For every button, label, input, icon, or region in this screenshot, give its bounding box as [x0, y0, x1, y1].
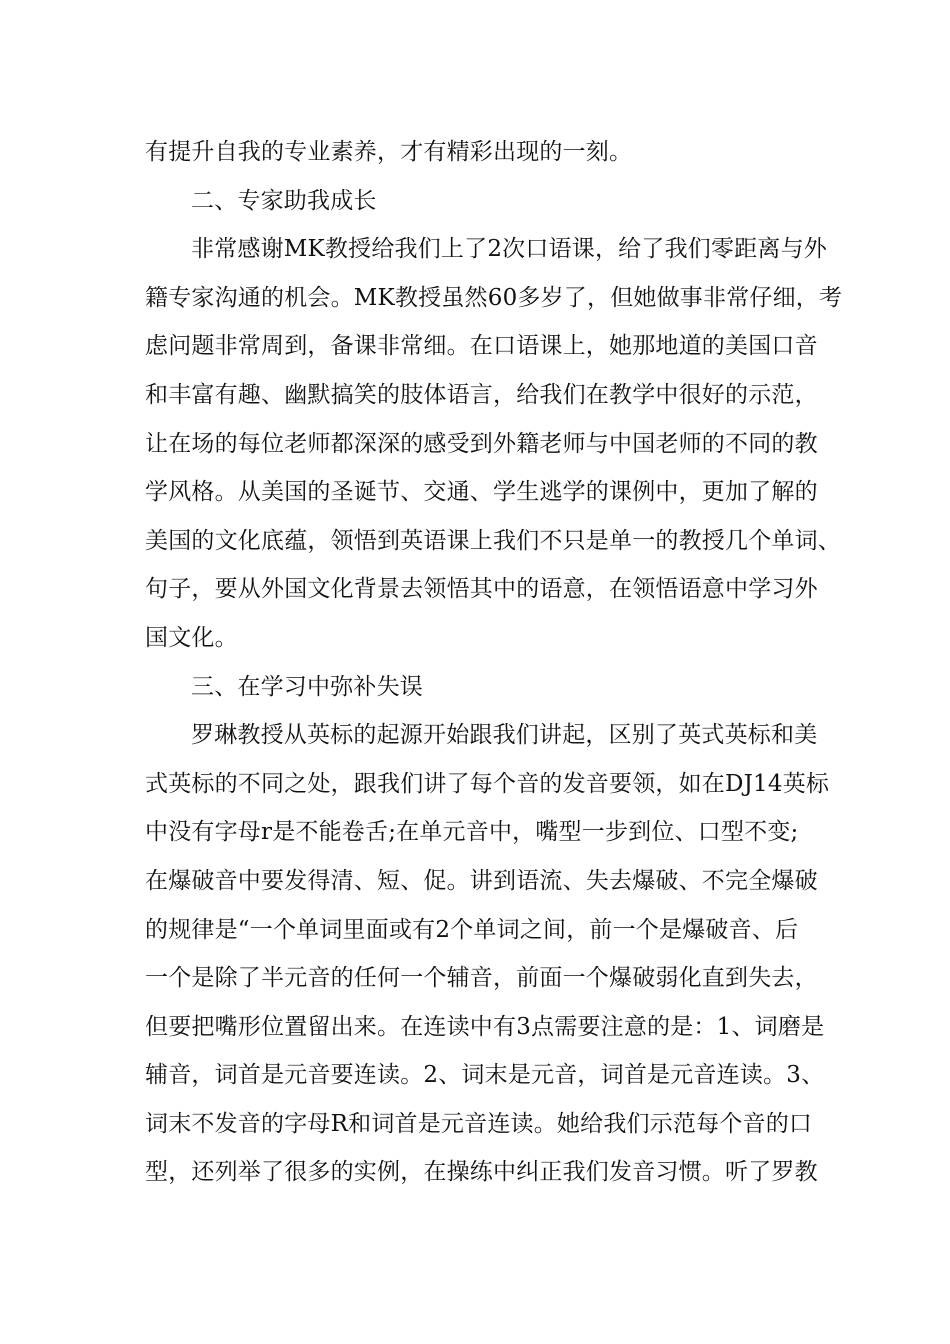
text-line: 非常感谢MK教授给我们上了2次口语课，给了我们零距离与外	[191, 236, 827, 263]
text-line: 的规律是“一个单词里面或有2个单词之间，前一个是爆破音、后	[145, 916, 799, 943]
text-line: 学风格。从美国的圣诞节、交通、学生逃学的课例中，更加了解的	[145, 479, 818, 506]
text-line: 一个是除了半元音的任何一个辅音，前面一个爆破弱化直到失去，	[145, 965, 818, 992]
text-line: 型，还列举了很多的实例，在操练中纠正我们发音习惯。听了罗教	[145, 1159, 818, 1186]
section-heading: 三、在学习中弥补失误	[191, 673, 423, 700]
text-line: 国文化。	[145, 624, 238, 651]
text-line: 中没有字母r是不能卷舌;在单元音中，嘴型一步到位、口型不变;	[145, 819, 799, 846]
section-heading: 二、专家助我成长	[191, 187, 377, 214]
document-body	[145, 128, 843, 1197]
text-line: 罗琳教授从英标的起源开始跟我们讲起，区别了英式英标和美	[191, 722, 818, 749]
text-line: 在爆破音中要发得清、短、促。讲到语流、失去爆破、不完全爆破	[145, 867, 818, 894]
text-line: 美国的文化底蕴，领悟到英语课上我们不只是单一的教授几个单词、	[145, 527, 841, 554]
text-line: 籍专家沟通的机会。MK教授虽然60多岁了，但她做事非常仔细，考	[145, 284, 843, 311]
text-line: 虑问题非常周到，备课非常细。在口语课上，她那地道的美国口音	[145, 333, 818, 360]
text-line: 但要把嘴形位置留出来。在连读中有3点需要注意的是：1、词磨是	[145, 1013, 825, 1040]
text-line: 词末不发音的字母R和词首是元音连读。她给我们示范每个音的口	[145, 1110, 813, 1137]
text-line: 有提升自我的专业素养，才有精彩出现的一刻。	[145, 139, 633, 165]
text-line: 让在场的每位老师都深深的感受到外籍老师与中国老师的不同的教	[145, 430, 818, 457]
text-line: 和丰富有趣、幽默搞笑的肢体语言，给我们在教学中很好的示范，	[145, 381, 818, 408]
text-line: 句子，要从外国文化背景去领悟其中的语意，在领悟语意中学习外	[145, 576, 818, 603]
text-line: 辅音，词首是元音要连读。2、词末是元音，词首是元音连读。3、	[145, 1062, 825, 1089]
text-line: 式英标的不同之处，跟我们讲了每个音的发音要领，如在DJ14英标	[145, 770, 830, 797]
